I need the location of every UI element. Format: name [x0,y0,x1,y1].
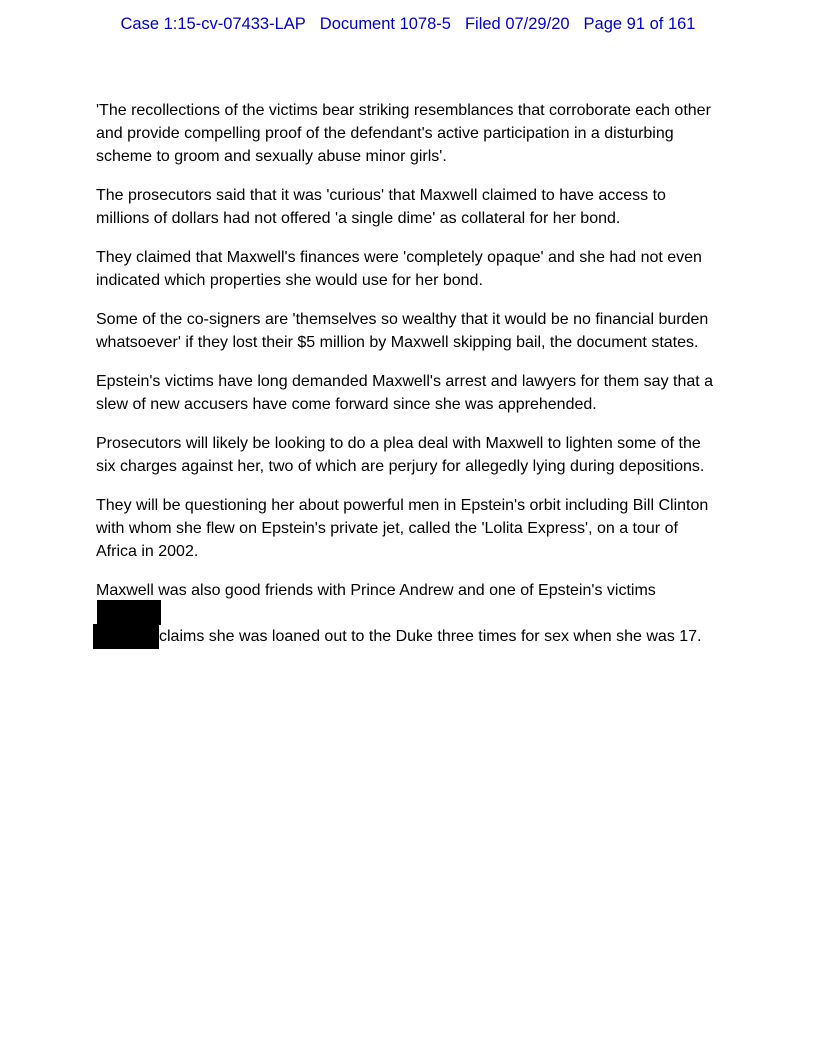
paragraph-7: They will be questioning her about powerful men in Epstein's orbit including Bill Clinton with whom she flew on Epstein's private jet, called the 'Lolita Express', on a tour of Africa in 2002. [96,497,709,560]
redaction-block [97,600,161,625]
document-body [96,99,720,665]
paragraph-8 [96,579,720,649]
filed-date: Filed 07/29/20 [464,15,570,33]
paragraph-4: Some of the co-signers are 'themselves so wealthy that it would be no financial burden whatsoever' if they lost their $5 million by Maxwell skipping bail, the document states. [96,311,709,351]
case-number: Case 1:15-cv-07433-LAP [120,15,306,33]
paragraph-8-text-start: Maxwell was also good friends with Prince Andrew and one of Epstein's victims [96,582,656,599]
paragraph-6: Prosecutors will likely be looking to do a plea deal with Maxwell to lighten some of the six charges against her, two of which are perjury for allegedly lying during depositions. [96,435,705,475]
paragraph-3: They claimed that Maxwell's finances were 'completely opaque' and she had not even indicated which properties she would use for her bond. [96,249,702,289]
paragraph-8-text-end: claims she was loaned out to the Duke three times for sex when she was 17. [159,628,702,645]
case-header [0,14,816,34]
redaction-block [93,624,159,649]
paragraph-5: Epstein's victims have long demanded Maxwell's arrest and lawyers for them say that a slew of new accusers have come forward since she was apprehended. [96,373,714,413]
document-number: Document 1078-5 [319,15,451,33]
paragraph-1: 'The recollections of the victims bear striking resemblances that corroborate each other and provide compelling proof of the defendant's active participation in a disturbing scheme to groom and sexually abuse minor girls'. [96,102,711,165]
paragraph-8-line-2 [93,625,720,649]
page-number: Page 91 of 161 [583,15,696,33]
paragraph-2: The prosecutors said that it was 'curious' that Maxwell claimed to have access to millions of dollars had not offered 'a single dime' as collateral for her bond. [96,187,666,227]
